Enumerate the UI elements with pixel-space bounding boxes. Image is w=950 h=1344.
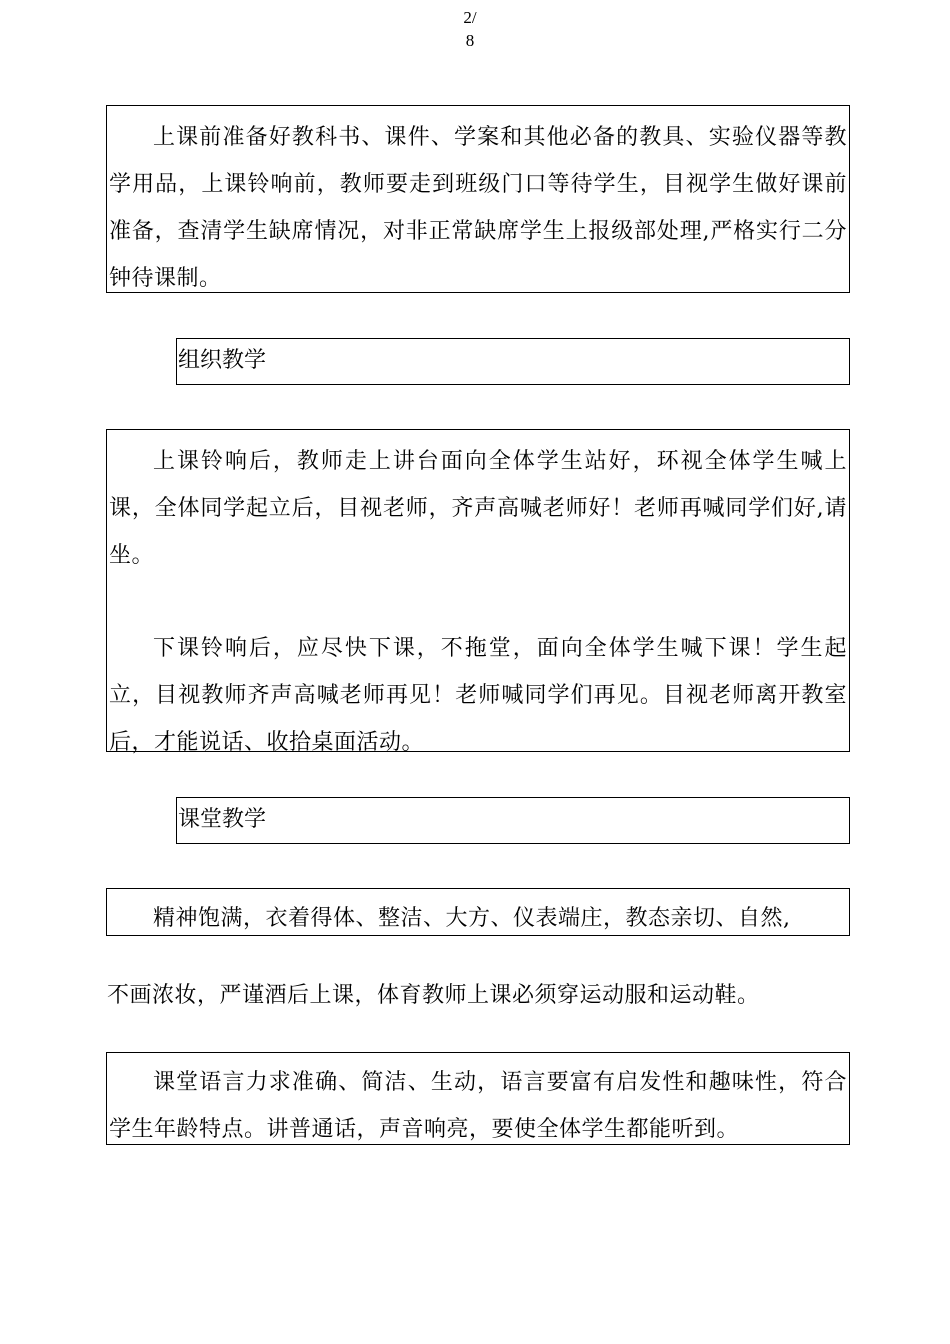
heading-teaching-box xyxy=(176,797,850,844)
appearance-line-2: 不画浓妆，严谨酒后上课，体育教师上课必须穿运动服和运动鞋。 xyxy=(107,983,760,1008)
prep-paragraph: 上课前准备好教科书、课件、学案和其他必备的教具、实验仪器等教学用品，上课铃响前，教师要走到班级门口等待学生，目视学生做好课前准备，查清学生缺席情况，对非正常缺席学生上报级部处理,严格实行二分钟待课制。 xyxy=(109,125,847,291)
class-routine-box xyxy=(106,429,850,755)
class-end-paragraph: 下课铃响后，应尽快下课，不拖堂，面向全体学生喊下课！学生起立，目视教师齐声高喊老师再见！老师喊同学们再见。目视老师离开教室后，才能说话、收拾桌面活动。 xyxy=(109,636,847,755)
prep-paragraph-box xyxy=(106,105,850,293)
language-box xyxy=(106,1052,850,1145)
page-number-current: 2/ xyxy=(463,8,477,27)
appearance-box xyxy=(106,888,850,936)
paragraph-gap xyxy=(109,579,847,625)
heading-teaching: 课堂教学 xyxy=(178,807,267,832)
page-number xyxy=(455,6,485,52)
language-paragraph: 课堂语言力求准确、简洁、生动，语言要富有启发性和趣味性，符合学生年龄特点。讲普通话，声音响亮，要使全体学生都能听到。 xyxy=(109,1070,847,1142)
heading-organize-box xyxy=(176,338,850,385)
appearance-line-1: 精神饱满，衣着得体、整洁、大方、仪表端庄，教态亲切、自然, xyxy=(153,906,791,931)
heading-organize: 组织教学 xyxy=(178,348,267,373)
class-start-paragraph: 上课铃响后，教师走上讲台面向全体学生站好，环视全体学生喊上课，全体同学起立后，目视老师，齐声高喊老师好！老师再喊同学们好,请坐。 xyxy=(109,449,847,568)
page-number-total: 8 xyxy=(465,31,475,50)
